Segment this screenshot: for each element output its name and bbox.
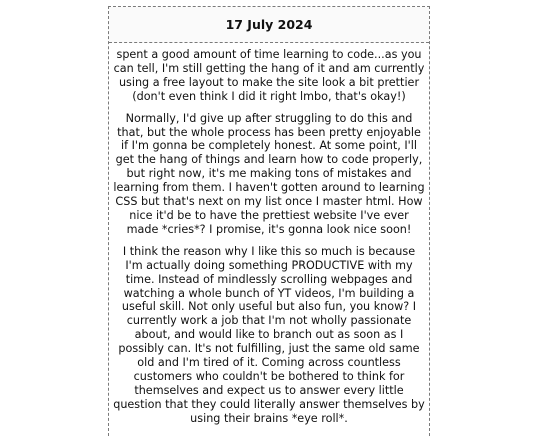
post-paragraph-2: Normally, I'd give up after struggling to do this and that, but the whole process has been pretty enjoyable if I'm gonna be completely honest. At some point, I'll get the hang of things and learn how to code properly, but right now, it's me making tons of mistakes and learning from them. I haven't gotten around to learning CSS but that's next on my list once I master html. How nice it'd be to have the prettiest website I've ever made *cries*? I promise, it's gonna look nice soon!: [113, 111, 425, 236]
post-paragraph-3: I think the reason why I like this so much is because I'm actually doing something PRODUCTIVE with my time. Instead of mindlessly scrolling webpages and watching a whole bunch of YT videos, I'm building a useful skill. Not only useful but also fun, you know? I currently work a job that I'm not wholly passionate about, and would like to branch out as soon as I possibly can. It's not fulfilling, just the same old same old and I'm tired of it. Coming across countless customers who couldn't be bothered to think for themselves and expect us to answer every little question that they could literally answer themselves by using their brains *eye roll*.: [113, 244, 425, 425]
post-date: 17 July 2024: [225, 17, 313, 32]
post-body: [109, 43, 429, 426]
post-paragraph-1: spent a good amount of time learning to code...as you can tell, I'm still getting the hang of it and am currently using a free layout to make the site look a bit prettier (don't even think I did it right lmbo, that's okay!): [113, 48, 425, 103]
blog-post: [108, 6, 430, 436]
post-header: [109, 7, 429, 43]
